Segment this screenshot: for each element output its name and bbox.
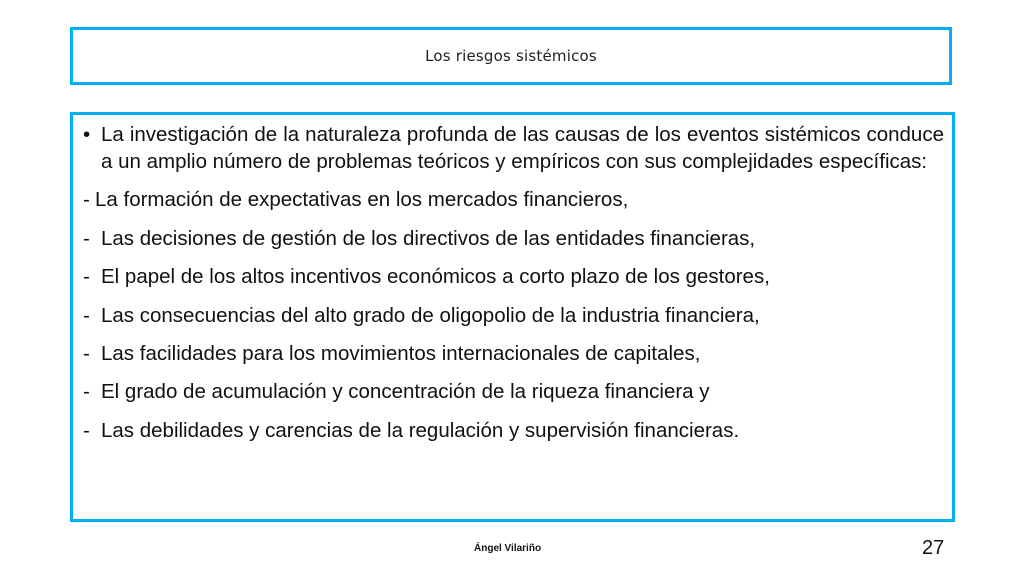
list-item-text: Las facilidades para los movimientos internacionales de capitales, (101, 341, 701, 365)
page-number: 27 (922, 537, 945, 559)
list-item (83, 263, 944, 290)
dash-marker: - (83, 380, 90, 404)
content-box (70, 112, 955, 522)
list-item (83, 417, 944, 444)
list-item (83, 378, 944, 405)
list-item-text: Las decisiones de gestión de los directivos de las entidades financieras, (101, 226, 756, 250)
list-item (83, 340, 944, 367)
dash-marker: - (83, 418, 90, 442)
dash-marker: - (83, 226, 90, 250)
intro-text: La investigación de la naturaleza profunda de las causas de los eventos sistémicos conduce a un amplio número de problemas teóricos y empíricos con sus complejidades específicas: (101, 123, 944, 173)
list-item-text: El papel de los altos incentivos económicos a corto plazo de los gestores, (101, 265, 770, 289)
intro-paragraph (83, 121, 944, 175)
dash-marker: - (83, 341, 90, 365)
bullet-marker: • (83, 123, 91, 146)
dash-marker: - (83, 303, 90, 327)
list-item-text: Las debilidades y carencias de la regulación y supervisión financieras. (101, 418, 740, 442)
dash-marker: - (83, 265, 90, 289)
slide-title: Los riesgos sistémicos (425, 47, 597, 65)
title-box (70, 27, 952, 85)
list-item-text: La formación de expectativas en los mercados financieros, (95, 188, 629, 212)
dash-marker: - (83, 188, 90, 212)
list-item-text: El grado de acumulación y concentración de la riqueza financiera y (101, 380, 710, 404)
list-item (83, 225, 944, 252)
list-item (83, 302, 944, 329)
footer-author: Ángel Vilariño (474, 543, 542, 554)
list-item-text: Las consecuencias del alto grado de oligopolio de la industria financiera, (101, 303, 760, 327)
list-item (83, 186, 944, 213)
